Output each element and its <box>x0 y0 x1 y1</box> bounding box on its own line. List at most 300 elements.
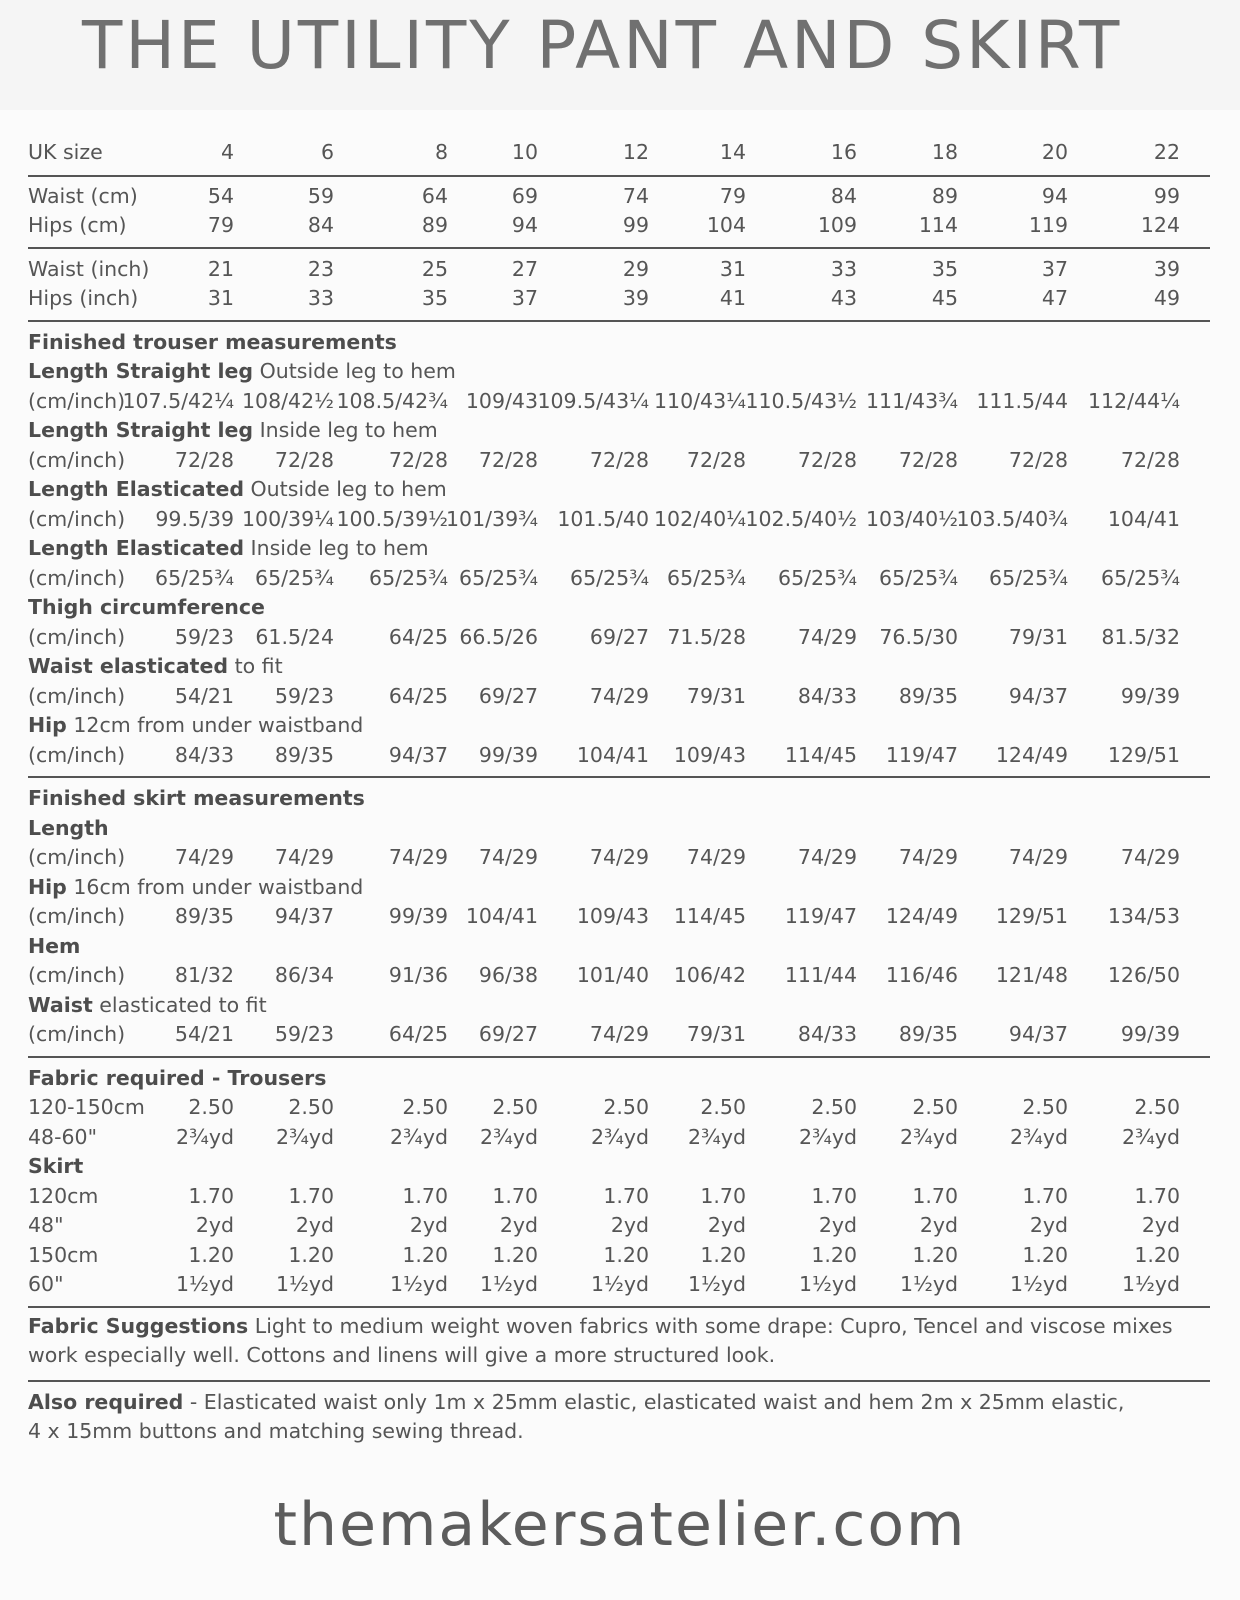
table-cell: 37 <box>511 286 538 310</box>
row-label: (cm/inch) <box>28 565 126 590</box>
table-cell: 121/48 <box>995 963 1068 987</box>
table-cell: 99 <box>1153 183 1180 208</box>
section-label-row <box>28 475 1208 505</box>
row-label: 120-150cm <box>28 1095 145 1119</box>
table-cell: 89/35 <box>274 742 334 767</box>
table-cell: 59/23 <box>274 1022 334 1046</box>
section-label-row <box>28 652 1208 682</box>
table-cell: 69/27 <box>478 1022 538 1046</box>
table-cell: 89 <box>421 213 448 237</box>
table-cell: 54 <box>207 183 234 208</box>
table-cell: 102/40¼ <box>654 506 746 531</box>
table-cell: 84/33 <box>797 1022 857 1046</box>
row-label-bold: Length Elasticated <box>28 536 245 560</box>
table-cell: 1.70 <box>188 1183 234 1208</box>
table-cell: 2¾yd <box>798 1124 857 1149</box>
table-cell: 94/37 <box>388 742 448 767</box>
section-label-row <box>28 784 1208 814</box>
table-cell: 1.20 <box>603 1242 649 1267</box>
table-cell: 89/35 <box>898 1022 958 1046</box>
notes <box>28 1312 1210 1446</box>
table-row <box>28 682 1208 712</box>
table-cell: 66.5/26 <box>459 624 538 649</box>
also-required-heading: Also required <box>28 1389 184 1414</box>
table-cell: 69 <box>511 183 538 208</box>
row-label: 48" <box>28 1213 64 1237</box>
table-cell: 31 <box>207 286 234 310</box>
row-label-detail: elasticated to fit <box>92 992 267 1017</box>
table-cell: 109.5/43¼ <box>537 388 649 413</box>
table-cell: 1½yd <box>1009 1272 1068 1296</box>
table-cell: 16 <box>830 140 857 164</box>
section-divider <box>28 247 1210 249</box>
table-cell: 84 <box>307 213 334 237</box>
row-label-detail: 16cm from under waistband <box>66 874 364 899</box>
row-label: Waist (cm) <box>28 183 138 208</box>
table-cell: 20 <box>1041 140 1068 164</box>
row-label: Hips (cm) <box>28 213 127 237</box>
row-label-bold: Finished trouser measurements <box>28 329 397 354</box>
table-cell: 1.20 <box>402 1242 448 1267</box>
table-cell: 86/34 <box>274 963 334 987</box>
row-label <box>28 932 80 962</box>
table-cell: 101/40 <box>576 963 649 987</box>
table-cell: 2.50 <box>912 1095 958 1119</box>
table-cell: 43 <box>830 286 857 310</box>
table-cell: 114 <box>918 213 958 237</box>
table-cell: 107.5/42¼ <box>122 388 234 413</box>
table-cell: 99.5/39 <box>155 506 234 531</box>
table-cell: 101.5/40 <box>557 506 649 531</box>
row-label: (cm/inch) <box>28 683 126 708</box>
table-cell: 126/50 <box>1107 963 1180 987</box>
table-cell: 64 <box>421 183 448 208</box>
table-cell: 74/29 <box>274 845 334 869</box>
table-cell: 2.50 <box>811 1095 857 1119</box>
row-label-detail: Inside leg to hem <box>244 536 429 560</box>
table-cell: 89/35 <box>898 683 958 708</box>
row-label: (cm/inch) <box>28 506 126 531</box>
table-cell: 65/25¾ <box>667 565 746 590</box>
table-cell: 1.70 <box>811 1183 857 1208</box>
table-cell: 1.70 <box>288 1183 334 1208</box>
table-cell: 2¾yd <box>479 1124 538 1149</box>
section-label-row <box>28 1064 1208 1094</box>
table-cell: 101/39¾ <box>446 506 538 531</box>
table-cell: 47 <box>1041 286 1068 310</box>
table-cell: 84/33 <box>797 683 857 708</box>
row-label <box>28 873 363 903</box>
table-cell: 94/37 <box>274 904 334 928</box>
table-row <box>28 623 1208 653</box>
table-cell: 79/31 <box>686 1022 746 1046</box>
table-cell: 94/37 <box>1008 1022 1068 1046</box>
table-cell: 18 <box>931 140 958 164</box>
table-cell: 65/25¾ <box>459 565 538 590</box>
table-row <box>28 902 1208 932</box>
table-cell: 2.50 <box>1022 1095 1068 1119</box>
website-footer: themakersatelier.com <box>273 1490 967 1560</box>
table-cell: 114/45 <box>784 742 857 767</box>
table-cell: 1.70 <box>492 1183 538 1208</box>
table-cell: 108.5/42¾ <box>336 388 448 413</box>
table-cell: 72/28 <box>478 447 538 472</box>
row-label: 60" <box>28 1272 64 1296</box>
table-cell: 64/25 <box>388 1022 448 1046</box>
table-cell: 99/39 <box>478 742 538 767</box>
table-cell: 2yd <box>1141 1213 1180 1237</box>
row-label <box>28 1152 83 1182</box>
row-label-detail: Inside leg to hem <box>253 418 438 442</box>
table-cell: 1½yd <box>175 1272 234 1296</box>
table-cell: 89/35 <box>174 904 234 928</box>
table-cell: 14 <box>719 140 746 164</box>
table-row <box>28 255 1208 285</box>
table-cell: 74/29 <box>898 845 958 869</box>
row-label: (cm/inch) <box>28 388 126 413</box>
table-cell: 81.5/32 <box>1101 624 1180 649</box>
table-cell: 54/21 <box>174 1022 234 1046</box>
table-cell: 74/29 <box>797 624 857 649</box>
table-cell: 74/29 <box>478 845 538 869</box>
table-cell: 112/44¼ <box>1088 388 1180 413</box>
table-cell: 104/41 <box>576 742 649 767</box>
also-required <box>28 1382 1128 1446</box>
table-cell: 2.50 <box>188 1095 234 1119</box>
table-cell: 1.20 <box>811 1242 857 1267</box>
table-cell: 109/43 <box>465 388 538 413</box>
table-cell: 10 <box>511 140 538 164</box>
row-label-bold: Hip <box>28 713 67 737</box>
table-cell: 110.5/43½ <box>745 388 857 413</box>
table-cell: 104/41 <box>1107 506 1180 531</box>
table-cell: 8 <box>434 140 448 164</box>
table-cell: 2.50 <box>492 1095 538 1119</box>
table-cell: 72/28 <box>589 447 649 472</box>
table-row <box>28 1123 1208 1153</box>
table-cell: 27 <box>511 256 538 281</box>
table-cell: 2yd <box>707 1213 746 1237</box>
table-cell: 2.50 <box>603 1095 649 1119</box>
table-cell: 119 <box>1028 213 1068 237</box>
table-cell: 109/43 <box>576 904 649 928</box>
row-label <box>28 814 109 844</box>
row-label-bold: Thigh circumference <box>28 595 265 619</box>
table-cell: 2¾yd <box>275 1124 334 1149</box>
table-cell: 74/29 <box>686 845 746 869</box>
also-required-text: - Elasticated waist only 1m x 25mm elastic, elasticated waist and hem 2m x 25mm elastic, 4 x 15mm buttons and matching sewing thread. <box>28 1389 1125 1443</box>
table-cell: 99/39 <box>1120 1022 1180 1046</box>
table-cell: 1.20 <box>288 1242 334 1267</box>
table-cell: 102.5/40½ <box>745 506 857 531</box>
table-cell: 74/29 <box>388 845 448 869</box>
section-label-row <box>28 593 1208 623</box>
table-cell: 74/29 <box>174 845 234 869</box>
table-cell: 59/23 <box>274 683 334 708</box>
table-cell: 124 <box>1140 213 1180 237</box>
table-cell: 119/47 <box>784 904 857 928</box>
section-label-row <box>28 1152 1208 1182</box>
table-cell: 104/41 <box>465 904 538 928</box>
row-label-detail: to fit <box>228 654 283 678</box>
table-row <box>28 564 1208 594</box>
fabric-suggestions-heading: Fabric Suggestions <box>28 1313 249 1338</box>
table-cell: 2yd <box>295 1213 334 1237</box>
page-title: THE UTILITY PANT AND SKIRT <box>82 0 1212 110</box>
table-cell: 2.50 <box>1134 1095 1180 1119</box>
table-cell: 22 <box>1153 140 1180 164</box>
table-row <box>28 1020 1208 1050</box>
section-label-row <box>28 873 1208 903</box>
row-label <box>28 711 363 741</box>
row-label-bold: Length <box>28 815 109 840</box>
row-label: (cm/inch) <box>28 447 126 472</box>
table-cell: 2.50 <box>402 1095 448 1119</box>
table-cell: 116/46 <box>885 963 958 987</box>
table-cell: 25 <box>421 256 448 281</box>
table-cell: 59/23 <box>174 624 234 649</box>
section-label-row <box>28 814 1208 844</box>
row-label-bold: Length Elasticated <box>28 477 245 501</box>
table-cell: 49 <box>1153 286 1180 310</box>
row-label: 150cm <box>28 1242 99 1267</box>
row-label-bold: Hip <box>28 874 67 899</box>
table-cell: 39 <box>622 286 649 310</box>
table-cell: 89 <box>931 183 958 208</box>
table-cell: 106/42 <box>673 963 746 987</box>
table-cell: 2yd <box>818 1213 857 1237</box>
table-cell: 1½yd <box>687 1272 746 1296</box>
table-cell: 74/29 <box>1120 845 1180 869</box>
table-cell: 1.70 <box>402 1183 448 1208</box>
table-cell: 129/51 <box>995 904 1068 928</box>
table-cell: 12 <box>622 140 649 164</box>
table-cell: 1.70 <box>912 1183 958 1208</box>
row-label-detail: 12cm from under waistband <box>66 713 364 737</box>
section-label-row <box>28 416 1208 446</box>
table-cell: 76.5/30 <box>879 624 958 649</box>
table-cell: 72/28 <box>388 447 448 472</box>
fabric-suggestions <box>28 1312 1210 1380</box>
table-cell: 94/37 <box>1008 683 1068 708</box>
table-cell: 1.70 <box>1134 1183 1180 1208</box>
table-cell: 103.5/40¾ <box>956 506 1068 531</box>
table-cell: 2¾yd <box>389 1124 448 1149</box>
section-divider <box>28 776 1210 778</box>
table-cell: 72/28 <box>898 447 958 472</box>
table-cell: 33 <box>830 256 857 281</box>
table-cell: 2.50 <box>288 1095 334 1119</box>
table-cell: 94 <box>511 213 538 237</box>
table-cell: 69/27 <box>589 624 649 649</box>
row-label <box>28 357 456 387</box>
table-cell: 35 <box>421 286 448 310</box>
row-label: (cm/inch) <box>28 742 126 767</box>
table-cell: 65/25¾ <box>155 565 234 590</box>
table-row <box>28 387 1208 417</box>
table-cell: 54/21 <box>174 683 234 708</box>
table-cell: 2yd <box>409 1213 448 1237</box>
row-label-detail: Outside leg to hem <box>244 477 447 501</box>
table-cell: 104 <box>706 213 746 237</box>
table-cell: 65/25¾ <box>879 565 958 590</box>
table-cell: 1½yd <box>275 1272 334 1296</box>
table-cell: 21 <box>207 256 234 281</box>
table-cell: 1.20 <box>1022 1242 1068 1267</box>
table-cell: 2yd <box>919 1213 958 1237</box>
table-cell: 61.5/24 <box>255 624 334 649</box>
table-row <box>28 1093 1208 1123</box>
notes-divider <box>28 1380 1210 1382</box>
table-cell: 119/47 <box>885 742 958 767</box>
table-row <box>28 1182 1208 1212</box>
row-label-detail: Outside leg to hem <box>253 359 456 383</box>
section-divider <box>28 1056 1210 1058</box>
table-cell: 65/25¾ <box>1101 565 1180 590</box>
table-cell: 65/25¾ <box>255 565 334 590</box>
table-cell: 23 <box>307 256 334 281</box>
table-cell: 99/39 <box>388 904 448 928</box>
table-cell: 110/43¼ <box>654 388 746 413</box>
row-label <box>28 784 365 814</box>
row-label: 120cm <box>28 1183 99 1208</box>
table-cell: 1½yd <box>899 1272 958 1296</box>
table-cell: 1.20 <box>492 1242 538 1267</box>
header-row <box>28 138 1208 168</box>
row-label <box>28 328 397 358</box>
section-label-row <box>28 534 1208 564</box>
table-cell: 84 <box>830 183 857 208</box>
table-cell: 65/25¾ <box>570 565 649 590</box>
table-cell: 35 <box>931 256 958 281</box>
row-label <box>28 1064 326 1094</box>
section-divider <box>28 320 1210 322</box>
table-row <box>28 446 1208 476</box>
row-label-bold: Waist <box>28 992 93 1017</box>
table-cell: 1½yd <box>479 1272 538 1296</box>
row-label: Hips (inch) <box>28 286 139 310</box>
table-cell: 2yd <box>499 1213 538 1237</box>
table-cell: 65/25¾ <box>989 565 1068 590</box>
row-label-bold: Skirt <box>28 1154 84 1178</box>
table-row <box>28 211 1208 241</box>
row-label <box>28 475 447 505</box>
table-cell: 72/28 <box>1120 447 1180 472</box>
table-cell: 74/29 <box>1008 845 1068 869</box>
table-cell: 2¾yd <box>899 1124 958 1149</box>
row-label-bold: Waist elasticated <box>28 654 229 678</box>
table-cell: 99 <box>622 213 649 237</box>
table-cell: 1.20 <box>700 1242 746 1267</box>
table-cell: 1.20 <box>1134 1242 1180 1267</box>
table-cell: 111/43¾ <box>866 388 958 413</box>
table-cell: 79 <box>719 183 746 208</box>
table-cell: 79 <box>207 213 234 237</box>
table-cell: 129/51 <box>1107 742 1180 767</box>
row-label-bold: Fabric required - Trousers <box>28 1065 327 1090</box>
section-label-row <box>28 328 1208 358</box>
row-label: (cm/inch) <box>28 1022 126 1046</box>
table-cell: 96/38 <box>478 963 538 987</box>
table-cell: 59 <box>307 183 334 208</box>
table-cell: 100/39¼ <box>242 506 334 531</box>
row-label: UK size <box>28 140 103 164</box>
table-cell: 109 <box>817 213 857 237</box>
table-cell: 114/45 <box>673 904 746 928</box>
row-label-bold: Length Straight leg <box>28 359 254 383</box>
table-cell: 2¾yd <box>175 1124 234 1149</box>
table-cell: 37 <box>1041 256 1068 281</box>
table-cell: 124/49 <box>995 742 1068 767</box>
table-cell: 69/27 <box>478 683 538 708</box>
table-cell: 33 <box>307 286 334 310</box>
table-cell: 71.5/28 <box>667 624 746 649</box>
table-cell: 99/39 <box>1120 683 1180 708</box>
row-label <box>28 534 429 564</box>
table-cell: 109/43 <box>673 742 746 767</box>
table-cell: 111/44 <box>784 963 857 987</box>
table-cell: 74/29 <box>589 683 649 708</box>
table-row <box>28 843 1208 873</box>
fabric-suggestions-text: Light to medium weight woven fabrics with some drape: Cupro, Tencel and viscose mixes work especially well. Cottons and linens will give a more structured look. <box>28 1313 1173 1367</box>
row-label <box>28 416 438 446</box>
table-cell: 2yd <box>610 1213 649 1237</box>
table-cell: 2¾yd <box>590 1124 649 1149</box>
table-cell: 91/36 <box>388 963 448 987</box>
table-cell: 84/33 <box>174 742 234 767</box>
row-label-bold: Length Straight leg <box>28 418 254 442</box>
table-cell: 79/31 <box>1008 624 1068 649</box>
table-cell: 64/25 <box>388 624 448 649</box>
table-row <box>28 505 1208 535</box>
section-label-row <box>28 932 1208 962</box>
table-cell: 1.70 <box>700 1183 746 1208</box>
row-label <box>28 593 265 623</box>
table-cell: 31 <box>719 256 746 281</box>
table-cell: 1½yd <box>1121 1272 1180 1296</box>
table-row <box>28 1211 1208 1241</box>
row-label: (cm/inch) <box>28 624 126 649</box>
table-cell: 72/28 <box>1008 447 1068 472</box>
header-divider <box>28 175 1210 177</box>
table-cell: 1.20 <box>188 1242 234 1267</box>
table-cell: 81/32 <box>174 963 234 987</box>
table-cell: 79/31 <box>686 683 746 708</box>
table-cell: 45 <box>931 286 958 310</box>
table-cell: 2yd <box>1029 1213 1068 1237</box>
table-cell: 2yd <box>195 1213 234 1237</box>
table-cell: 72/28 <box>174 447 234 472</box>
section-label-row <box>28 991 1208 1021</box>
row-label: (cm/inch) <box>28 904 126 928</box>
table-cell: 74/29 <box>589 845 649 869</box>
table-cell: 1.70 <box>603 1183 649 1208</box>
table-cell: 103/40½ <box>866 506 958 531</box>
table-cell: 2¾yd <box>1009 1124 1068 1149</box>
row-label <box>28 991 267 1021</box>
table-cell: 6 <box>320 140 334 164</box>
table-cell: 134/53 <box>1107 904 1180 928</box>
table-cell: 72/28 <box>686 447 746 472</box>
table-cell: 1½yd <box>389 1272 448 1296</box>
table-cell: 2.50 <box>700 1095 746 1119</box>
table-cell: 1½yd <box>590 1272 649 1296</box>
table-cell: 72/28 <box>797 447 857 472</box>
row-label-bold: Hem <box>28 933 81 958</box>
section-divider <box>28 1306 1210 1308</box>
table-cell: 111.5/44 <box>976 388 1068 413</box>
table-cell: 65/25¾ <box>778 565 857 590</box>
